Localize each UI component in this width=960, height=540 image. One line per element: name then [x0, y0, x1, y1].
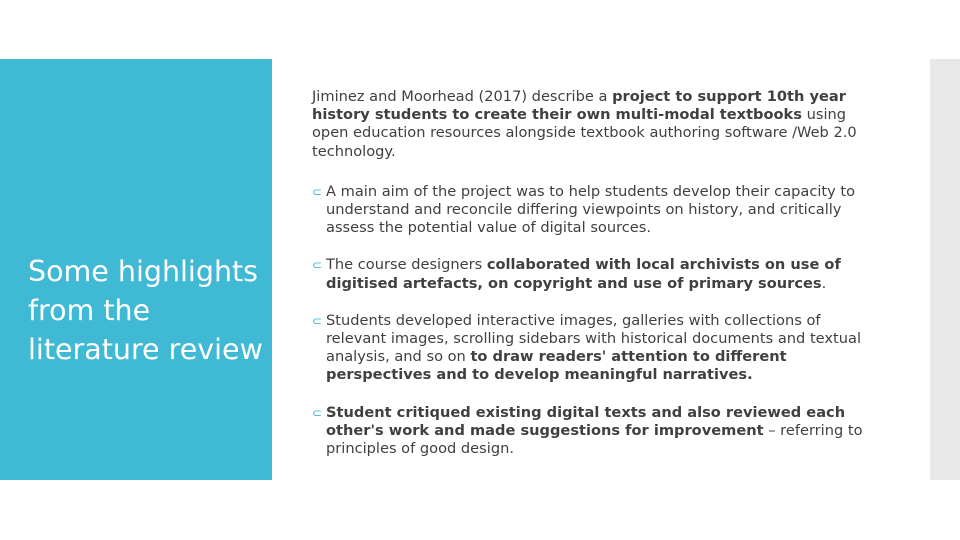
- link-icon: ⊂: [312, 258, 323, 273]
- bullet-bold-text: collaborated with local archivists on use of digitised artefacts, on copyright and use of primary sources: [326, 256, 841, 292]
- bullet-text-end: .: [821, 274, 827, 292]
- title-panel: [0, 59, 272, 480]
- bullet-text: Students developed interactive images, galleries with collections of relevant images, scrolling sidebars with historical documents and textual analysis, and so on: [326, 311, 862, 366]
- bullet-text: The course designers: [326, 256, 487, 274]
- bullet-item: [312, 183, 878, 238]
- link-icon: ⊂: [312, 313, 323, 328]
- bullet-bold-text: Student critiqued existing digital texts and also reviewed each other's work and made suggestions for improvement: [326, 403, 846, 439]
- bullet-item: [312, 404, 878, 459]
- link-icon: ⊂: [312, 405, 323, 420]
- slide-content: [312, 88, 878, 477]
- bullet-text: A main aim of the project was to help students develop their capacity to understand and reconcile differing viewpoints on history, and critically assess the potential value of digital sources.: [326, 182, 856, 237]
- intro-text-1: Jiminez and Moorhead (2017) describe a: [312, 88, 613, 105]
- intro-bold-text: project to support 10th year history students to create their own multi-modal textbooks: [312, 88, 846, 124]
- intro-text-2: using open education resources alongside textbook authoring software /Web 2.0 technology.: [312, 106, 857, 160]
- slide-title: Some highlights from the literature review: [28, 255, 263, 366]
- link-icon: ⊂: [312, 184, 323, 199]
- bullet-item: [312, 256, 878, 292]
- bullet-text-end: – referring to principles of good design.: [326, 421, 863, 458]
- right-edge-strip: [930, 59, 960, 480]
- bullet-bold-text: to draw readers' attention to different perspectives and to develop meaningful narratives.: [326, 348, 787, 384]
- bullet-item: [312, 312, 878, 385]
- intro-paragraph: [312, 88, 878, 161]
